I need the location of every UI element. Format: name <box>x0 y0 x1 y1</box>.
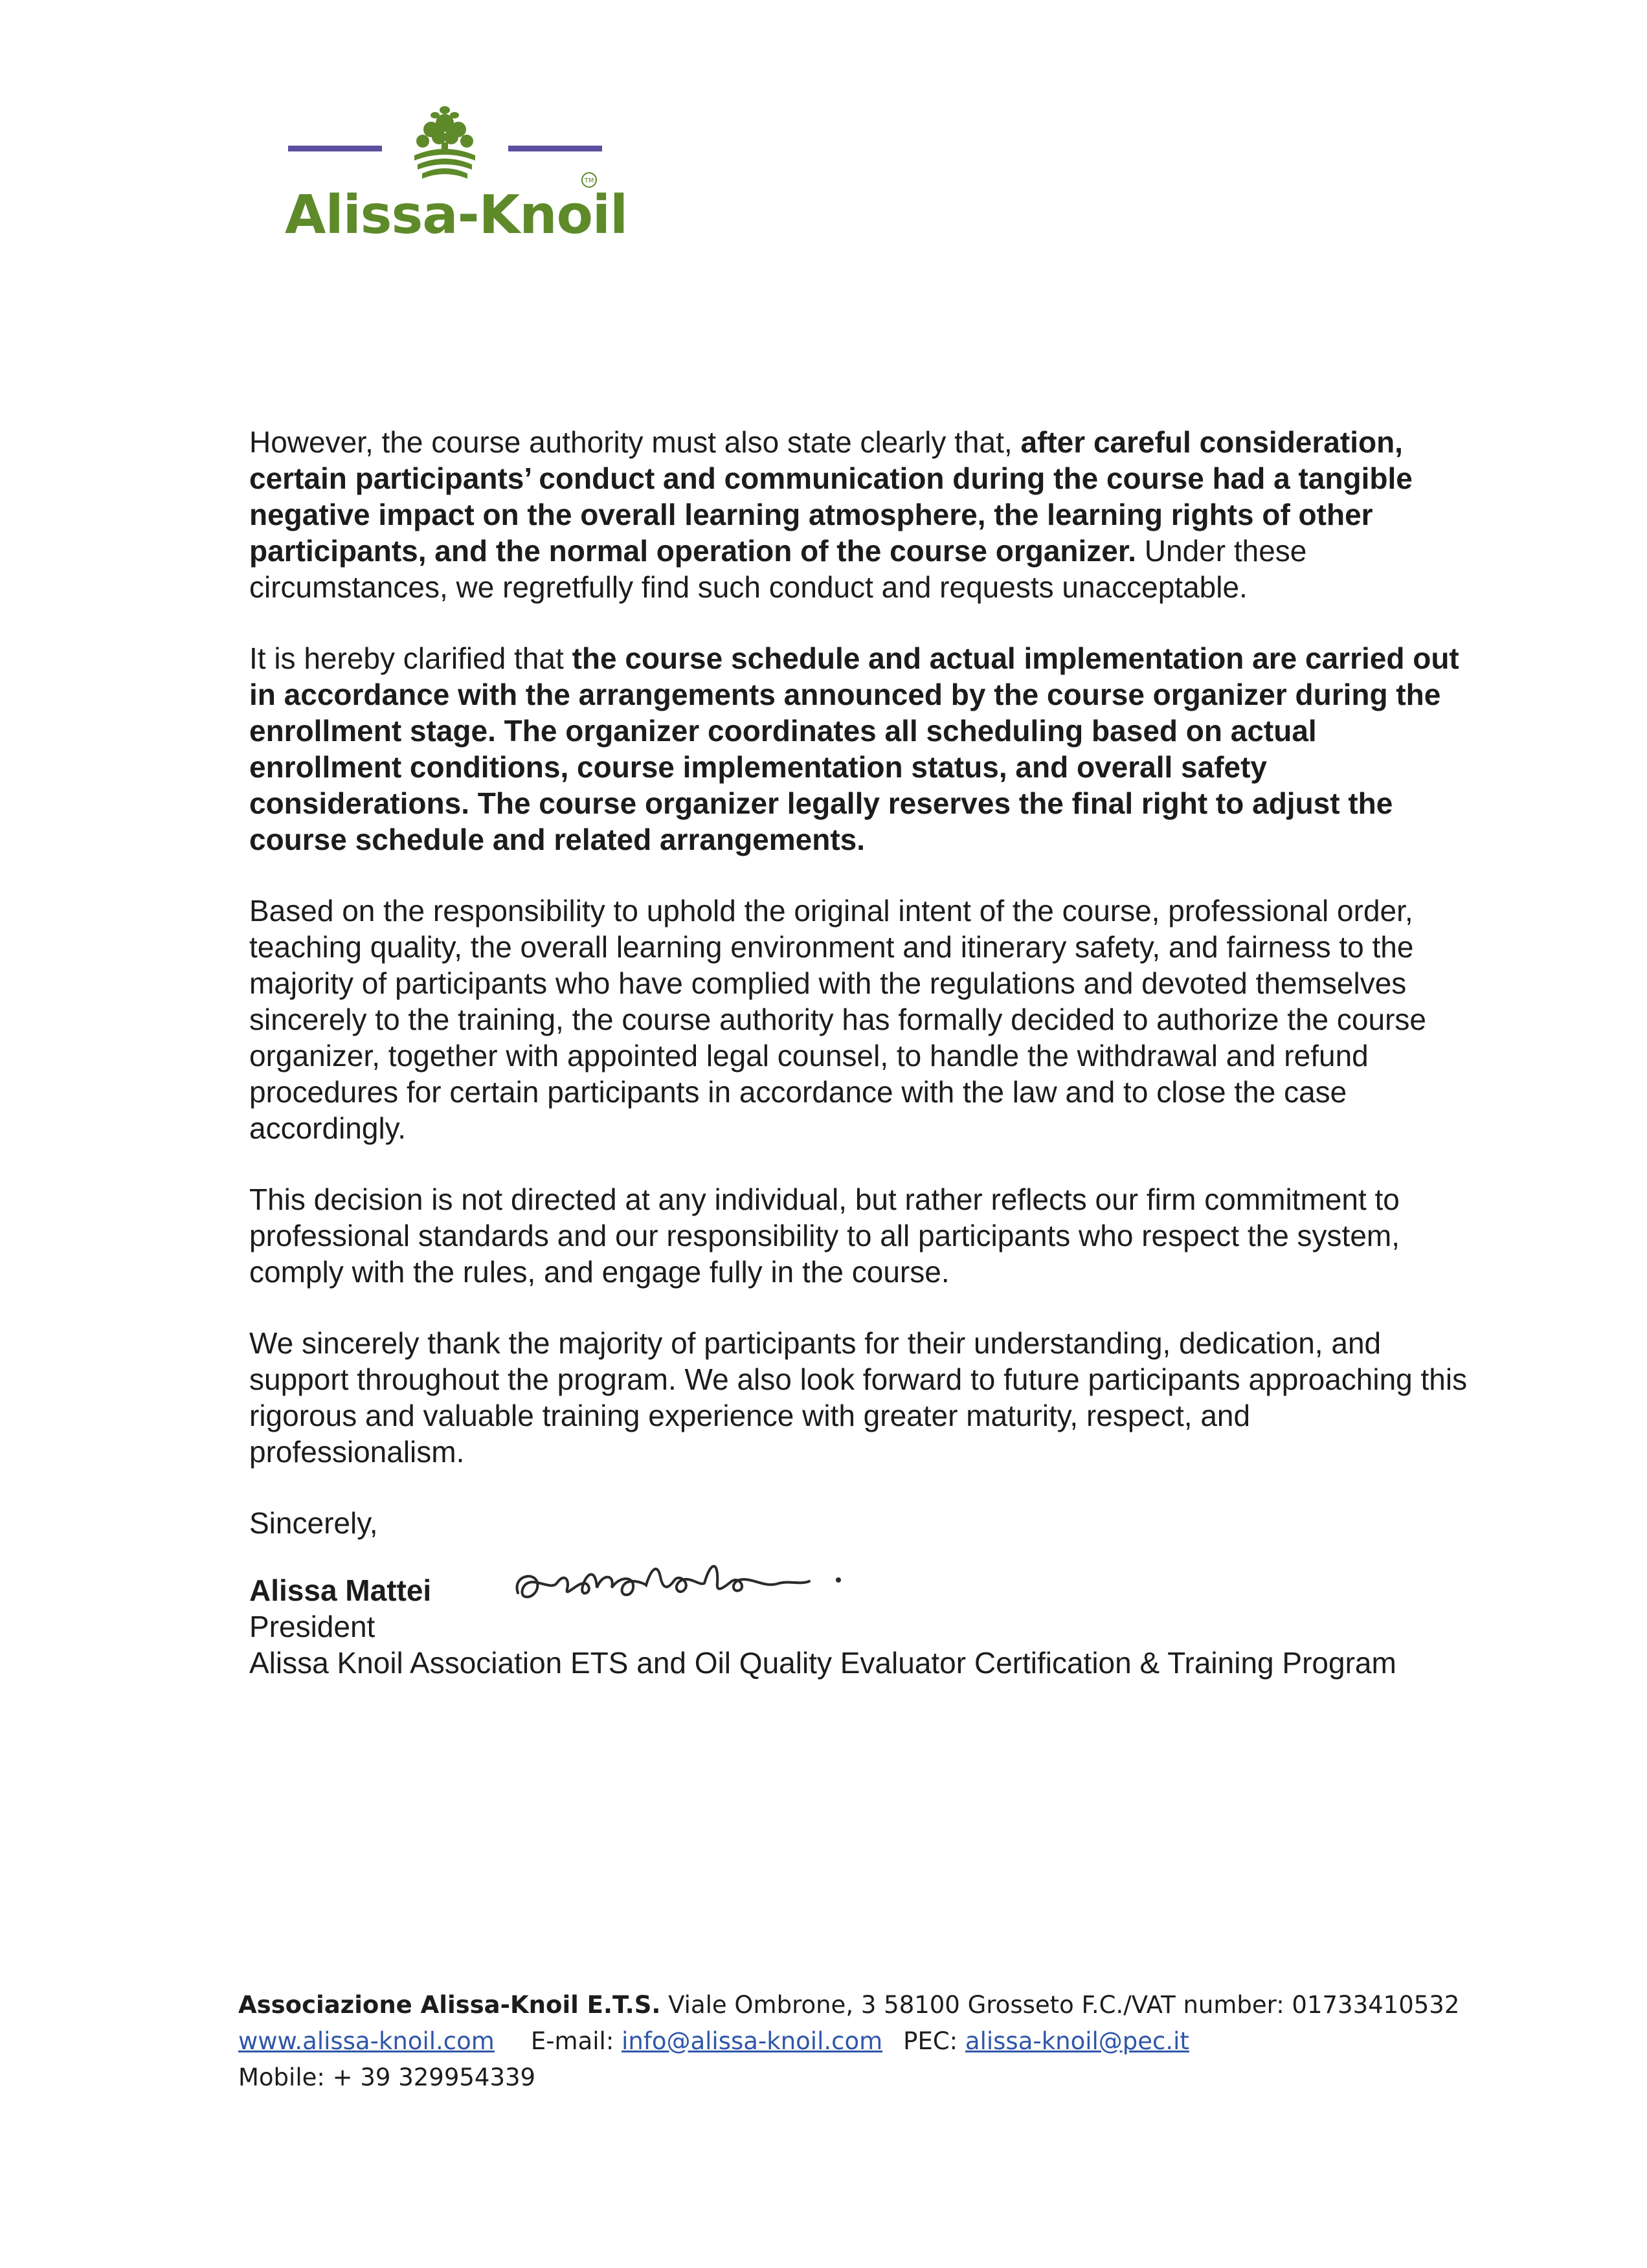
paragraph-1: However, the course authority must also state clearly that, after careful consideration, certain participants’ conduct and communication during the course had a tangible negative impact on the overall learning atmosphere, the learning rights of other participants, and the normal operation of the course organizer. Under these circumstances, we regretfully find such conduct and requests unacceptable. <box>249 425 1413 604</box>
pec-label: PEC: <box>903 2027 958 2055</box>
email-link[interactable]: info@alissa-knoil.com <box>622 2027 883 2055</box>
signer-organization: Alissa Knoil Association ETS and Oil Quality Evaluator Certification & Training Program <box>249 1646 1396 1680</box>
paragraph-4: This decision is not directed at any individual, but rather reflects our firm commitment to professional standards and our responsibility to all participants who respect the system, comply with the rules, and engage fully in the course. <box>249 1183 1400 1289</box>
website-link[interactable]: www.alissa-knoil.com <box>238 2027 495 2055</box>
svg-text:TM: TM <box>584 177 594 184</box>
signature-block <box>249 1572 1473 1681</box>
paragraph-5: We sincerely thank the majority of participants for their understanding, dedication, and support throughout the program. We also look forward to future participants approaching this rigorous and valuable training experience with greater maturity, respect, and professionalism. <box>249 1326 1468 1469</box>
footer-org-name: Associazione Alissa-Knoil E.T.S. <box>238 1991 661 2019</box>
logo-wordmark: Alissa-Knoil <box>285 184 628 246</box>
handwritten-signature <box>505 1548 919 1619</box>
signer-title: President <box>249 1610 375 1643</box>
email-label: E-mail: <box>530 2027 614 2055</box>
closing-salutation: Sincerely, <box>249 1506 378 1540</box>
olive-tree-emblem-icon <box>285 104 609 194</box>
signer-name: Alissa Mattei <box>249 1573 432 1607</box>
footer-contact-line <box>238 2023 1533 2060</box>
letter-body <box>249 424 1473 1681</box>
footer-address-line <box>238 1987 1533 2023</box>
pec-link[interactable]: alissa-knoil@pec.it <box>965 2027 1189 2055</box>
company-logo <box>285 104 628 246</box>
letterhead-footer <box>238 1987 1533 2096</box>
footer-address: Viale Ombrone, 3 58100 Grosseto F.C./VAT number: 01733410532 <box>660 1991 1460 2019</box>
paragraph-3: Based on the responsibility to uphold the original intent of the course, professional order, teaching quality, the overall learning environment and itinerary safety, and fairness to the majority of participants who have complied with the regulations and devoted themselves sincerely to the training, the course authority has formally decided to authorize the course organizer, together with appointed legal counsel, to handle the withdrawal and refund procedures for certain participants in accordance with the law and to close the case accordingly. <box>249 894 1426 1145</box>
paragraph-2: It is hereby clarified that the course schedule and actual implementation are carried out in accordance with the arrangements announced by the course organizer during the enrollment stage. The organizer coordinates all scheduling based on actual enrollment conditions, course implementation status, and overall safety considerations. The course organizer legally reserves the final right to adjust the course schedule and related arrangements. <box>249 641 1459 856</box>
footer-mobile: Mobile: + 39 329954339 <box>238 2063 536 2091</box>
